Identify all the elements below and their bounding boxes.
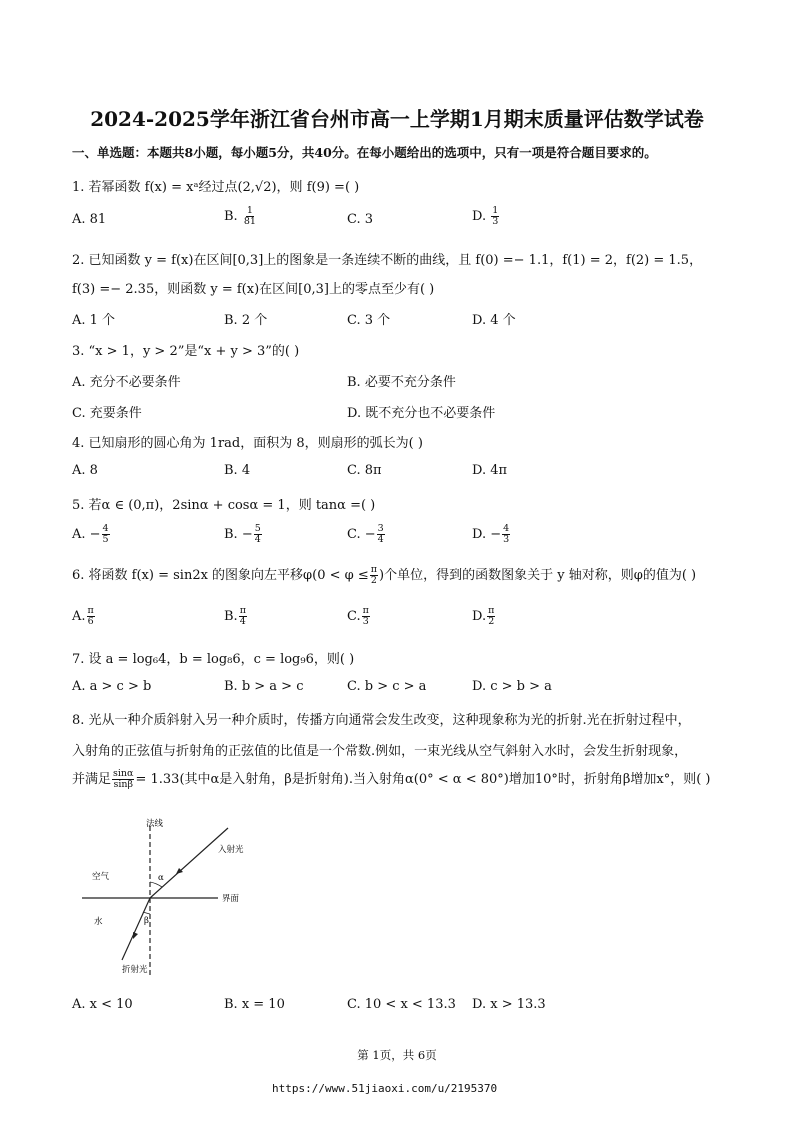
beta-label: β [144, 916, 149, 926]
fraction-numerator: π [87, 605, 94, 616]
fraction-denominator: 4 [239, 616, 246, 627]
fraction-numerator: π [488, 605, 495, 616]
fraction-numerator: 5 [254, 523, 261, 534]
q6-option-b: B. $\frac{\pi}{4}$ [224, 605, 246, 627]
fraction-numerator: π [362, 605, 369, 616]
fraction-numerator: 4 [102, 523, 109, 534]
question-7: 7. 设 a = log₆4，b = log₈6，c = log₉6，则( ) [72, 652, 355, 667]
q7-option-c: C. b > c > a [347, 679, 427, 694]
fraction-numerator: π [239, 605, 246, 616]
water-label: 水 [94, 917, 103, 927]
alpha-label: α [158, 873, 164, 883]
fraction-numerator: π [370, 564, 378, 575]
fraction-numerator: 1 [492, 205, 499, 216]
fraction-denominator: 2 [488, 616, 495, 627]
q2-option-b: B. 2 个 [224, 313, 268, 328]
fraction-denominator: 3 [362, 616, 369, 627]
beta-arc [143, 912, 150, 914]
fraction-numerator: 4 [503, 523, 510, 534]
q2-option-a: A. 1 个 [72, 313, 116, 328]
q5-option-b: B. − $\frac{5}{4}$ [224, 523, 261, 545]
page-footer: 第 1页，共 6页 [357, 1048, 437, 1062]
fraction-numerator: 1 [246, 205, 253, 216]
q6-option-d: D. $\frac{\pi}{2}$ [472, 605, 495, 627]
interface-label: 界面 [222, 894, 240, 904]
question-8-line-2: 入射角的正弦值与折射角的正弦值的比值是一个常数.例如，一束光线从空气斜射入水时，会发生折射现象， [72, 744, 688, 759]
fraction-numerator: 3 [377, 523, 384, 534]
q4-option-a: A. 8 [72, 463, 98, 478]
q4-option-b: B. 4 [224, 463, 251, 478]
fraction-denominator: 5 [102, 534, 109, 545]
refracted-arrow [133, 932, 138, 939]
q4-option-c: C. 8π [347, 463, 382, 478]
fraction-denominator: 81 [243, 216, 256, 227]
incident-ray [150, 828, 228, 898]
fraction-denominator: sinβ [113, 779, 133, 790]
q8-option-a: A. x < 10 [72, 997, 133, 1012]
q8-option-b: B. x = 10 [224, 997, 285, 1012]
incident-light-label: 入射光 [218, 845, 244, 855]
q5-option-c: C. − $\frac{3}{4}$ [347, 523, 384, 545]
q5-option-a: A. − $\frac{4}{5}$ [72, 523, 109, 545]
q4-option-d: D. 4π [472, 463, 508, 478]
q5-option-d: D. − $\frac{4}{3}$ [472, 523, 510, 545]
q1-option-c: C. 3 [347, 212, 374, 227]
q6-option-c: C. $\frac{\pi}{3}$ [347, 605, 369, 627]
question-5: 5. 若α ∈ (0,π)，2sinα + cosα = 1，则 tanα =( ) [72, 498, 376, 513]
question-1: 1. 若幂函数 f(x) = xᵃ经过点(2,√2)，则 f(9) =( ) [72, 180, 360, 195]
q3-option-c: C. 充要条件 [72, 406, 142, 421]
q3-option-d: D. 既不充分也不必要条件 [347, 406, 496, 421]
q7-option-b: B. b > a > c [224, 679, 304, 694]
question-8-line-3: 并满足 $\frac{\sin\alpha}{\sin\beta}$ = 1.33(其中α是入射角，β是折射角).当入射角α(0° < α < 80°)增加10°时，折射角β增加x°，则( ) [72, 768, 711, 790]
q2-option-c: C. 3 个 [347, 313, 391, 328]
q3-option-a: A. 充分不必要条件 [72, 375, 181, 390]
fraction-denominator: 2 [370, 575, 377, 586]
q8-option-d: D. x > 13.3 [472, 997, 546, 1012]
fraction-denominator: 3 [503, 534, 510, 545]
q7-option-d: D. c > b > a [472, 679, 552, 694]
q3-option-b: B. 必要不充分条件 [347, 375, 456, 390]
q1-option-d: D. $\frac{1}{3}$ [472, 205, 499, 227]
question-4: 4. 已知扇形的圆心角为 1rad，面积为 8，则扇形的弧长为( ) [72, 436, 423, 451]
refracted-light-label: 折射光 [122, 965, 148, 975]
refraction-diagram [80, 812, 270, 982]
q7-option-a: A. a > c > b [72, 679, 152, 694]
q1-option-b: B. $\frac{1}{81}$ [224, 205, 256, 227]
q2-option-d: D. 4 个 [472, 313, 516, 328]
fraction-denominator: 6 [87, 616, 94, 627]
question-3: 3. “x > 1，y > 2”是“x + y > 3”的( ) [72, 344, 300, 359]
question-2-line-2: f(3) =− 2.35，则函数 y = f(x)在区间[0,3]上的零点至少有( ) [72, 282, 435, 297]
question-6: 6. 将函数 f(x) = sin2x 的图象向左平移φ(0 < φ ≤ $\frac{\pi}{2}$ )个单位，得到的函数图象关于 y 轴对称，则φ的值为( ) [72, 564, 697, 586]
watermark-url: https://www.51jiaoxi.com/u/2195370 [272, 1082, 498, 1095]
fraction-numerator: sinα [113, 768, 134, 779]
air-label: 空气 [92, 872, 110, 882]
q6-option-a: A. $\frac{\pi}{6}$ [72, 605, 94, 627]
section-heading: 一、单选题：本题共8小题，每小题5分，共40分。在每小题给出的选项中，只有一项是符合题目要求的。 [72, 145, 657, 160]
question-8-line-1: 8. 光从一种介质斜射入另一种介质时，传播方向通常会发生改变，这种现象称为光的折射.光在折射过程中， [72, 713, 691, 728]
question-2-line-1: 2. 已知函数 y = f(x)在区间[0,3]上的图象是一条连续不断的曲线，且 f(0) =− 1.1，f(1) = 2，f(2) = 1.5， [72, 253, 703, 268]
fraction-denominator: 3 [492, 216, 499, 227]
normal-label: 法线 [146, 819, 164, 829]
fraction-denominator: 4 [254, 534, 261, 545]
fraction-denominator: 4 [377, 534, 384, 545]
refracted-ray [122, 898, 150, 960]
q1-option-a: A. 81 [72, 212, 107, 227]
page-title: 2024-2025学年浙江省台州市高一上学期1月期末质量评估数学试卷 [90, 107, 704, 131]
q8-option-c: C. 10 < x < 13.3 [347, 997, 456, 1012]
